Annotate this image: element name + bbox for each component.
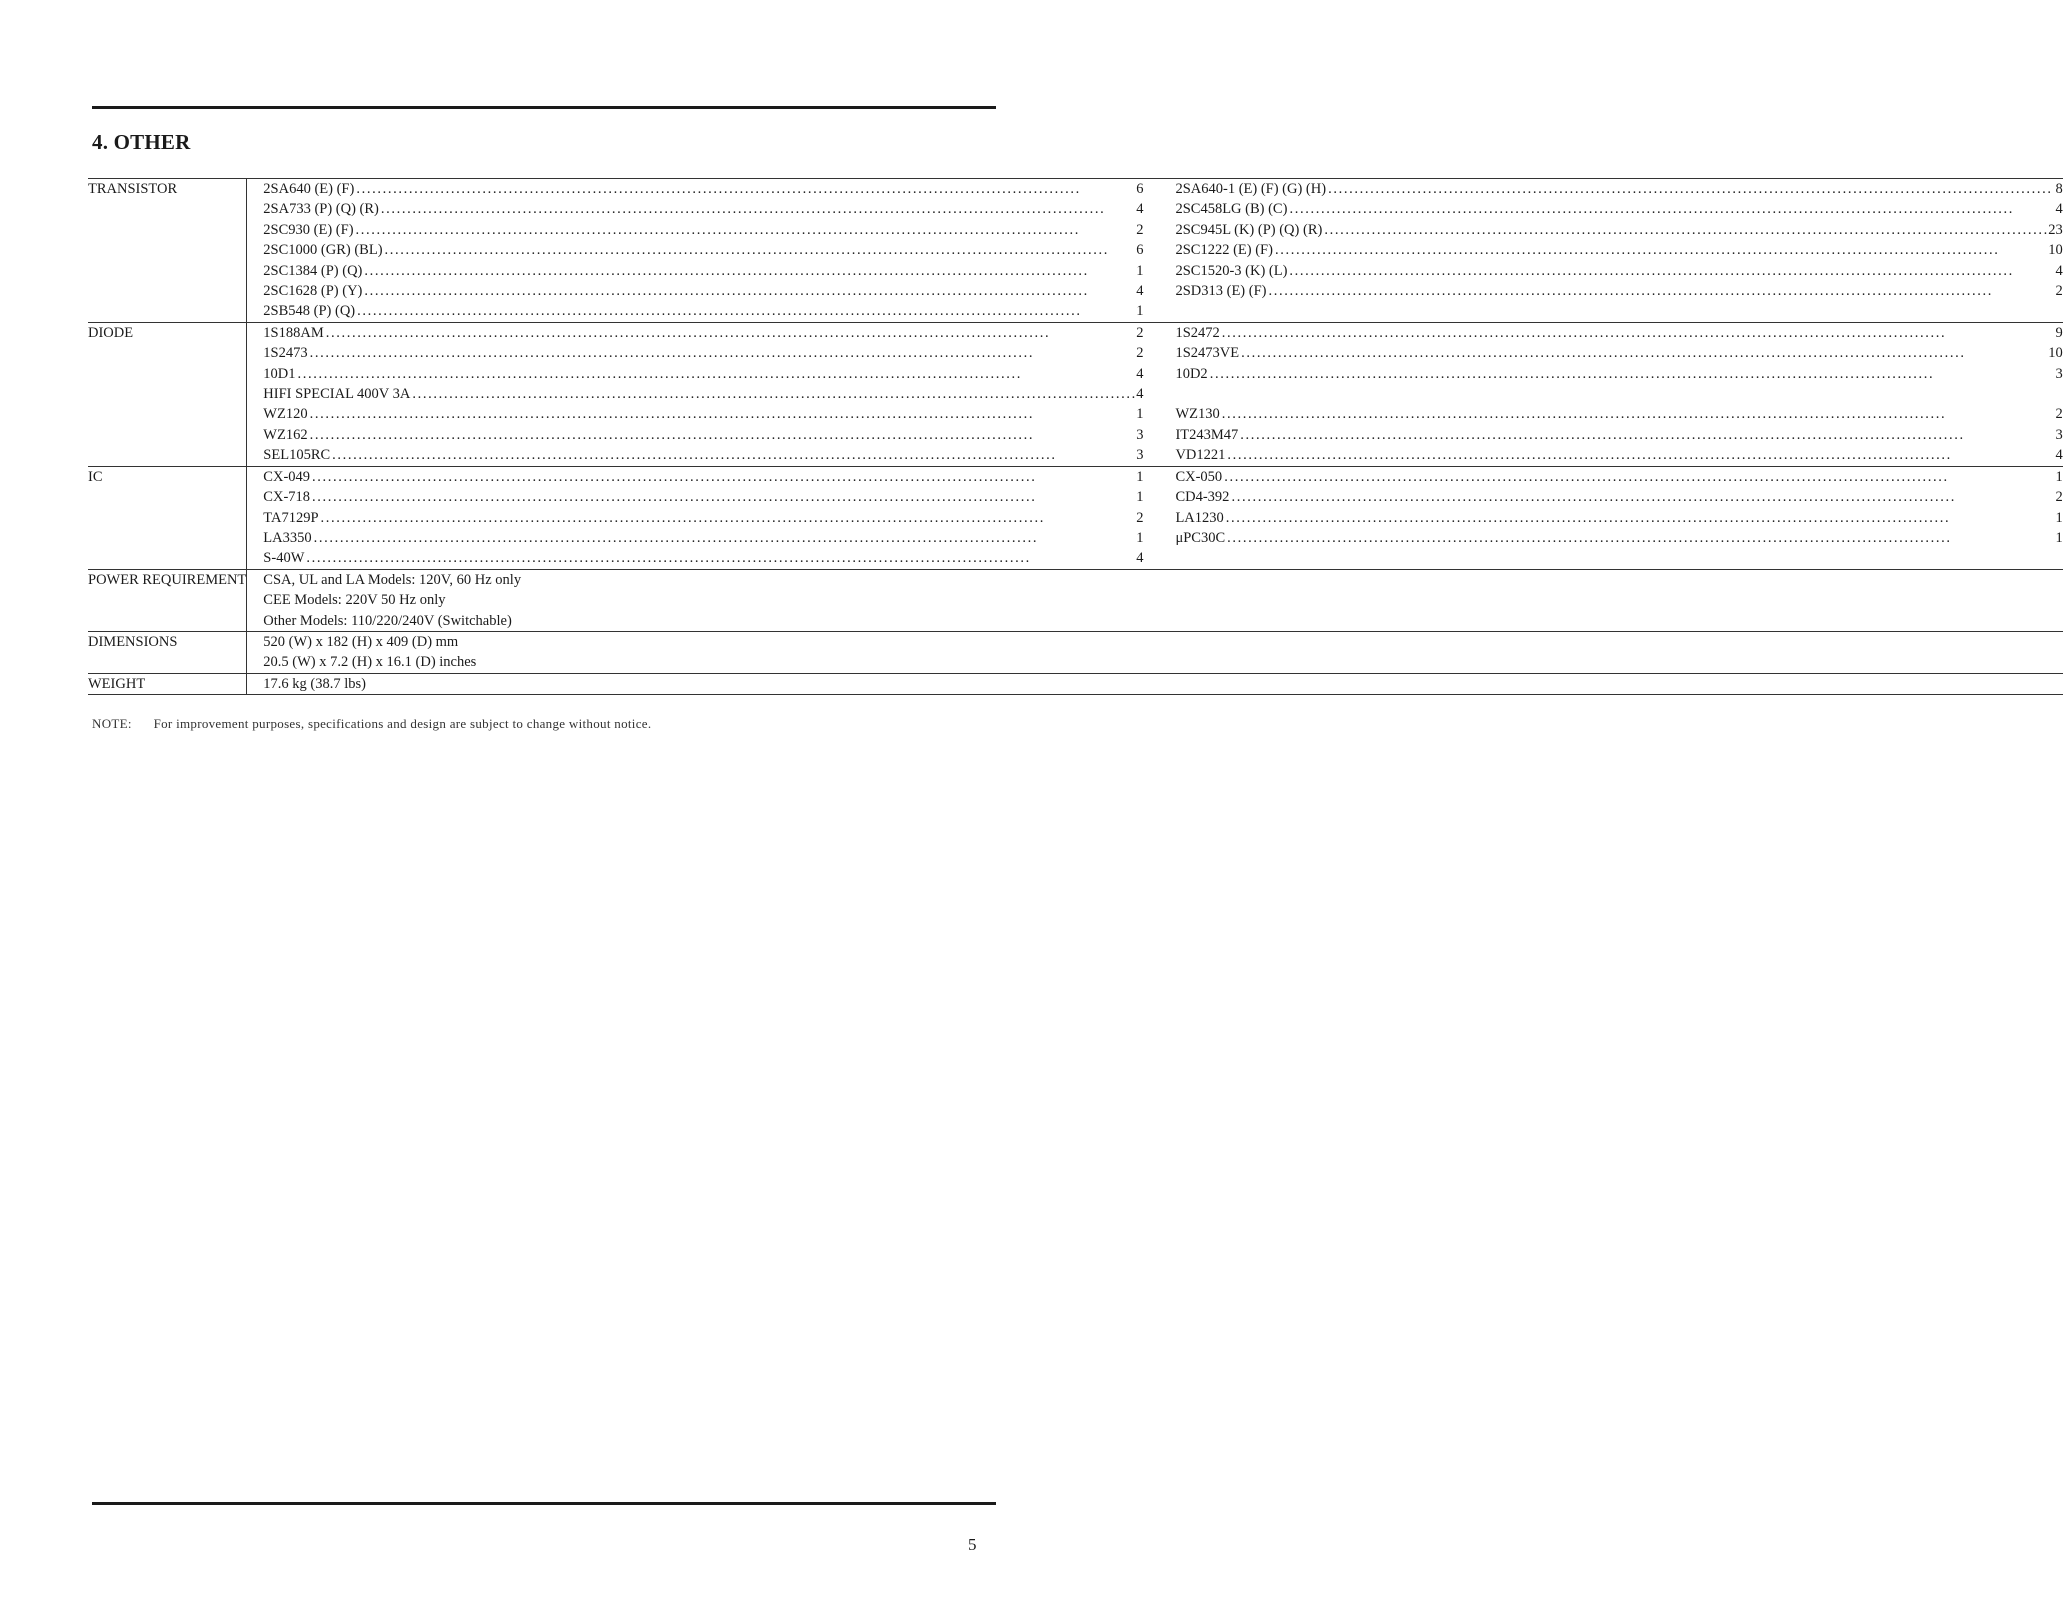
part-cell	[247, 220, 1144, 240]
spec-table	[88, 178, 2063, 695]
part-entry	[1175, 425, 2062, 445]
row-label	[88, 487, 247, 507]
table-row	[88, 487, 2063, 507]
part-cell	[1143, 508, 2062, 528]
empty-cell	[1143, 548, 2062, 569]
part-quantity: 1	[1136, 529, 1144, 546]
part-cell	[1143, 528, 2062, 548]
spec-value: 20.5 (W) x 7.2 (H) x 16.1 (D) inches	[247, 652, 2063, 673]
dot-leader	[362, 281, 1136, 301]
part-quantity: 1	[1136, 303, 1144, 320]
dot-leader	[1224, 508, 2056, 528]
table-row	[88, 466, 2063, 487]
part-name: 10D1	[263, 365, 296, 382]
part-cell	[1143, 364, 2062, 384]
part-name: 2SC458LG (B) (C)	[1175, 201, 1288, 218]
row-label: IC	[88, 468, 103, 485]
part-name: 2SA640 (E) (F)	[263, 181, 355, 197]
dot-leader	[354, 179, 1136, 199]
table-row	[88, 652, 2063, 673]
dot-leader	[1225, 445, 2055, 465]
row-label	[88, 445, 247, 466]
table-row	[88, 508, 2063, 528]
table-row	[88, 220, 2063, 240]
dot-leader	[1287, 261, 2055, 281]
row-label	[88, 343, 247, 363]
dot-leader	[379, 199, 1136, 219]
part-quantity: 9	[2055, 324, 2063, 341]
part-cell	[247, 364, 1144, 384]
spec-value: CSA, UL and LA Models: 120V, 60 Hz only	[247, 569, 2063, 590]
part-entry	[263, 404, 1143, 424]
part-quantity: 8	[2055, 181, 2063, 197]
part-quantity: 4	[1136, 201, 1144, 218]
part-cell	[1143, 220, 2062, 240]
part-name: WZ130	[1175, 406, 1220, 423]
table-row	[88, 528, 2063, 548]
part-quantity: 4	[2055, 447, 2063, 464]
part-cell	[247, 261, 1144, 281]
dot-leader	[1239, 343, 2048, 363]
table-row	[88, 548, 2063, 569]
part-name: 2SA640-1 (E) (F) (G) (H)	[1175, 181, 1327, 197]
part-name: 1S2473VE	[1175, 345, 1240, 362]
row-label	[88, 364, 247, 384]
part-name: SEL105RC	[263, 447, 331, 464]
part-entry	[263, 508, 1143, 528]
part-name: 2SC1520-3 (K) (L)	[1175, 262, 1288, 279]
part-quantity: 6	[1136, 181, 1144, 197]
part-name: 2SA733 (P) (Q) (R)	[263, 201, 379, 218]
spec-table-body	[88, 179, 2063, 695]
table-row	[88, 590, 2063, 610]
part-name: VD1221	[1175, 447, 1226, 464]
part-cell	[247, 466, 1144, 487]
part-entry	[263, 548, 1143, 568]
part-name: 2SC945L (K) (P) (Q) (R)	[1175, 221, 1323, 238]
part-quantity: 1	[2055, 509, 2063, 526]
row-label: DIMENSIONS	[88, 633, 178, 650]
table-row	[88, 301, 2063, 322]
part-cell	[247, 281, 1144, 301]
part-quantity: 2	[2055, 283, 2063, 300]
top-rule	[92, 106, 996, 109]
part-name: TA7129P	[263, 509, 319, 526]
part-name: 2SD313 (E) (F)	[1175, 283, 1267, 300]
part-cell	[247, 179, 1144, 200]
table-row	[88, 343, 2063, 363]
dot-leader	[304, 548, 1136, 568]
dot-leader	[1229, 487, 2055, 507]
row-label	[88, 220, 247, 240]
part-entry	[263, 323, 1143, 343]
note-text: For improvement purposes, specifications and design are subject to change without notice.	[153, 716, 652, 731]
part-entry	[1175, 343, 2062, 363]
part-cell	[247, 508, 1144, 528]
dot-leader	[1222, 467, 2055, 487]
part-entry	[1175, 281, 2062, 301]
table-row	[88, 631, 2063, 652]
dot-leader	[310, 487, 1136, 507]
part-name: WZ162	[263, 426, 308, 443]
part-name: CX-049	[263, 468, 311, 485]
table-row	[88, 425, 2063, 445]
dot-leader	[308, 404, 1137, 424]
row-label: TRANSISTOR	[88, 181, 178, 197]
row-label	[88, 508, 247, 528]
row-label	[88, 425, 247, 445]
part-name: 2SC930 (E) (F)	[263, 221, 354, 238]
row-label: WEIGHT	[88, 675, 146, 692]
table-row	[88, 569, 2063, 590]
bottom-rule	[92, 1502, 996, 1505]
dot-leader	[1238, 425, 2055, 445]
part-quantity: 4	[2055, 262, 2063, 279]
part-quantity: 2	[1136, 221, 1144, 238]
empty-cell	[1143, 384, 2062, 404]
part-entry	[263, 301, 1143, 321]
dot-leader	[1225, 528, 2055, 548]
part-cell	[247, 343, 1144, 363]
table-row	[88, 261, 2063, 281]
part-quantity: 4	[1136, 365, 1144, 382]
part-entry	[263, 240, 1143, 260]
part-cell	[247, 528, 1144, 548]
part-cell	[1143, 281, 2062, 301]
part-entry	[1175, 261, 2062, 281]
note	[92, 716, 651, 732]
part-quantity: 2	[2055, 406, 2063, 423]
part-name: LA1230	[1175, 509, 1224, 526]
part-quantity: 1	[1136, 406, 1144, 423]
part-quantity: 3	[2055, 426, 2063, 443]
table-row	[88, 673, 2063, 694]
part-quantity: 1	[1136, 468, 1144, 485]
table-row	[88, 322, 2063, 343]
dot-leader	[308, 343, 1137, 363]
part-cell	[247, 425, 1144, 445]
dot-leader	[296, 364, 1137, 384]
dot-leader	[383, 240, 1137, 260]
part-cell	[1143, 425, 2062, 445]
row-label	[88, 404, 247, 424]
part-quantity: 23	[2048, 221, 2063, 238]
dot-leader	[410, 384, 1136, 404]
empty-cell	[1143, 301, 2062, 322]
row-label	[88, 281, 247, 301]
part-entry	[263, 261, 1143, 281]
note-label: NOTE:	[92, 716, 132, 731]
dot-leader	[330, 445, 1136, 465]
part-name: 2SC1384 (P) (Q)	[263, 262, 363, 279]
part-cell	[247, 404, 1144, 424]
row-label: POWER REQUIREMENT	[88, 571, 247, 588]
part-quantity: 4	[2055, 201, 2063, 218]
part-cell	[247, 301, 1144, 322]
part-cell	[1143, 240, 2062, 260]
dot-leader	[308, 425, 1137, 445]
part-entry	[1175, 528, 2062, 548]
part-entry	[263, 384, 1143, 404]
part-name: WZ120	[263, 406, 308, 423]
dot-leader	[1322, 220, 2048, 240]
part-quantity: 1	[2055, 529, 2063, 546]
part-entry	[263, 487, 1143, 507]
part-quantity: 2	[1136, 324, 1144, 341]
dot-leader	[324, 323, 1136, 343]
part-entry	[1175, 404, 2062, 424]
part-name: HIFI SPECIAL 400V 3A	[263, 386, 411, 403]
part-cell	[247, 240, 1144, 260]
spec-value: 17.6 kg (38.7 lbs)	[247, 673, 2063, 694]
row-label	[88, 590, 247, 610]
spec-value: Other Models: 110/220/240V (Switchable)	[247, 611, 2063, 632]
part-quantity: 2	[2055, 489, 2063, 506]
row-label	[88, 652, 247, 673]
spec-value: 520 (W) x 182 (H) x 409 (D) mm	[247, 631, 2063, 652]
table-row	[88, 404, 2063, 424]
part-cell	[1143, 404, 2062, 424]
part-cell	[247, 548, 1144, 569]
part-entry	[1175, 220, 2062, 240]
part-entry	[1175, 199, 2062, 219]
dot-leader	[1220, 404, 2056, 424]
dot-leader	[354, 220, 1137, 240]
dot-leader	[1273, 240, 2048, 260]
dot-leader	[310, 467, 1136, 487]
part-name: CX-050	[1175, 468, 1223, 485]
table-row	[88, 364, 2063, 384]
dot-leader	[1266, 281, 2055, 301]
part-entry	[1175, 323, 2062, 343]
part-entry	[263, 179, 1143, 199]
row-label	[88, 301, 247, 322]
part-cell	[247, 445, 1144, 466]
part-cell	[247, 487, 1144, 507]
row-label	[88, 548, 247, 569]
part-entry	[263, 364, 1143, 384]
dot-leader	[312, 528, 1137, 548]
part-cell	[1143, 343, 2062, 363]
section-title: 4. OTHER	[92, 130, 191, 154]
part-name: IT243M47	[1175, 426, 1239, 443]
row-label	[88, 528, 247, 548]
part-quantity: 6	[1136, 242, 1144, 259]
part-entry	[1175, 508, 2062, 528]
spec-value: CEE Models: 220V 50 Hz only	[247, 590, 2063, 610]
part-cell	[1143, 445, 2062, 466]
dot-leader	[362, 261, 1136, 281]
part-cell	[1143, 322, 2062, 343]
table-row	[88, 384, 2063, 404]
part-name: 2SC1222 (E) (F)	[1175, 242, 1273, 259]
part-cell	[1143, 466, 2062, 487]
part-cell	[247, 384, 1144, 404]
part-name: CX-718	[263, 489, 311, 506]
part-quantity: 1	[2055, 468, 2063, 485]
part-name: S-40W	[263, 550, 305, 567]
part-name: 1S188AM	[263, 324, 324, 341]
part-cell	[1143, 199, 2062, 219]
part-quantity: 1	[1136, 489, 1144, 506]
row-label	[88, 384, 247, 404]
part-quantity: 3	[2055, 365, 2063, 382]
dot-leader	[355, 301, 1136, 321]
dot-leader	[1208, 364, 2056, 384]
part-name: CD4-392	[1175, 489, 1230, 506]
part-cell	[1143, 261, 2062, 281]
part-cell	[1143, 179, 2062, 200]
row-label	[88, 261, 247, 281]
part-name: 2SC1000 (GR) (BL)	[263, 242, 383, 259]
row-label	[88, 240, 247, 260]
dot-leader	[1220, 323, 2056, 343]
part-name: LA3350	[263, 529, 312, 546]
part-quantity: 2	[1136, 509, 1144, 526]
part-quantity: 3	[1136, 426, 1144, 443]
part-name: 10D2	[1175, 365, 1208, 382]
table-row	[88, 445, 2063, 466]
part-quantity: 1	[1136, 262, 1144, 279]
part-quantity: 4	[1136, 386, 1144, 403]
part-name: 2SC1628 (P) (Y)	[263, 283, 363, 300]
part-name: 1S2473	[263, 345, 308, 362]
part-entry	[1175, 364, 2062, 384]
part-cell	[247, 322, 1144, 343]
part-entry	[263, 445, 1143, 465]
part-quantity: 2	[1136, 345, 1144, 362]
part-name: μPC30C	[1175, 529, 1226, 546]
part-cell	[1143, 487, 2062, 507]
table-row	[88, 281, 2063, 301]
row-label	[88, 199, 247, 219]
part-entry	[263, 343, 1143, 363]
part-name: 2SB548 (P) (Q)	[263, 303, 356, 320]
part-quantity: 10	[2048, 242, 2063, 259]
part-entry	[263, 528, 1143, 548]
part-entry	[263, 199, 1143, 219]
part-quantity: 10	[2048, 345, 2063, 362]
dot-leader	[1326, 179, 2055, 199]
table-row	[88, 611, 2063, 632]
part-entry	[1175, 445, 2062, 465]
row-label: DIODE	[88, 324, 134, 341]
dot-leader	[319, 508, 1137, 528]
table-row	[88, 240, 2063, 260]
table-row	[88, 179, 2063, 200]
part-entry	[263, 425, 1143, 445]
part-quantity: 4	[1136, 283, 1144, 300]
part-entry	[1175, 467, 2062, 487]
part-entry	[263, 467, 1143, 487]
part-quantity: 4	[1136, 550, 1144, 567]
table-row	[88, 199, 2063, 219]
part-entry	[263, 220, 1143, 240]
part-entry	[1175, 487, 2062, 507]
part-cell	[247, 199, 1144, 219]
part-entry	[1175, 179, 2062, 199]
part-name: 1S2472	[1175, 324, 1220, 341]
part-entry	[1175, 240, 2062, 260]
row-label	[88, 611, 247, 632]
dot-leader	[1287, 199, 2055, 219]
page-number: 5	[968, 1535, 977, 1554]
part-quantity: 3	[1136, 447, 1144, 464]
part-entry	[263, 281, 1143, 301]
